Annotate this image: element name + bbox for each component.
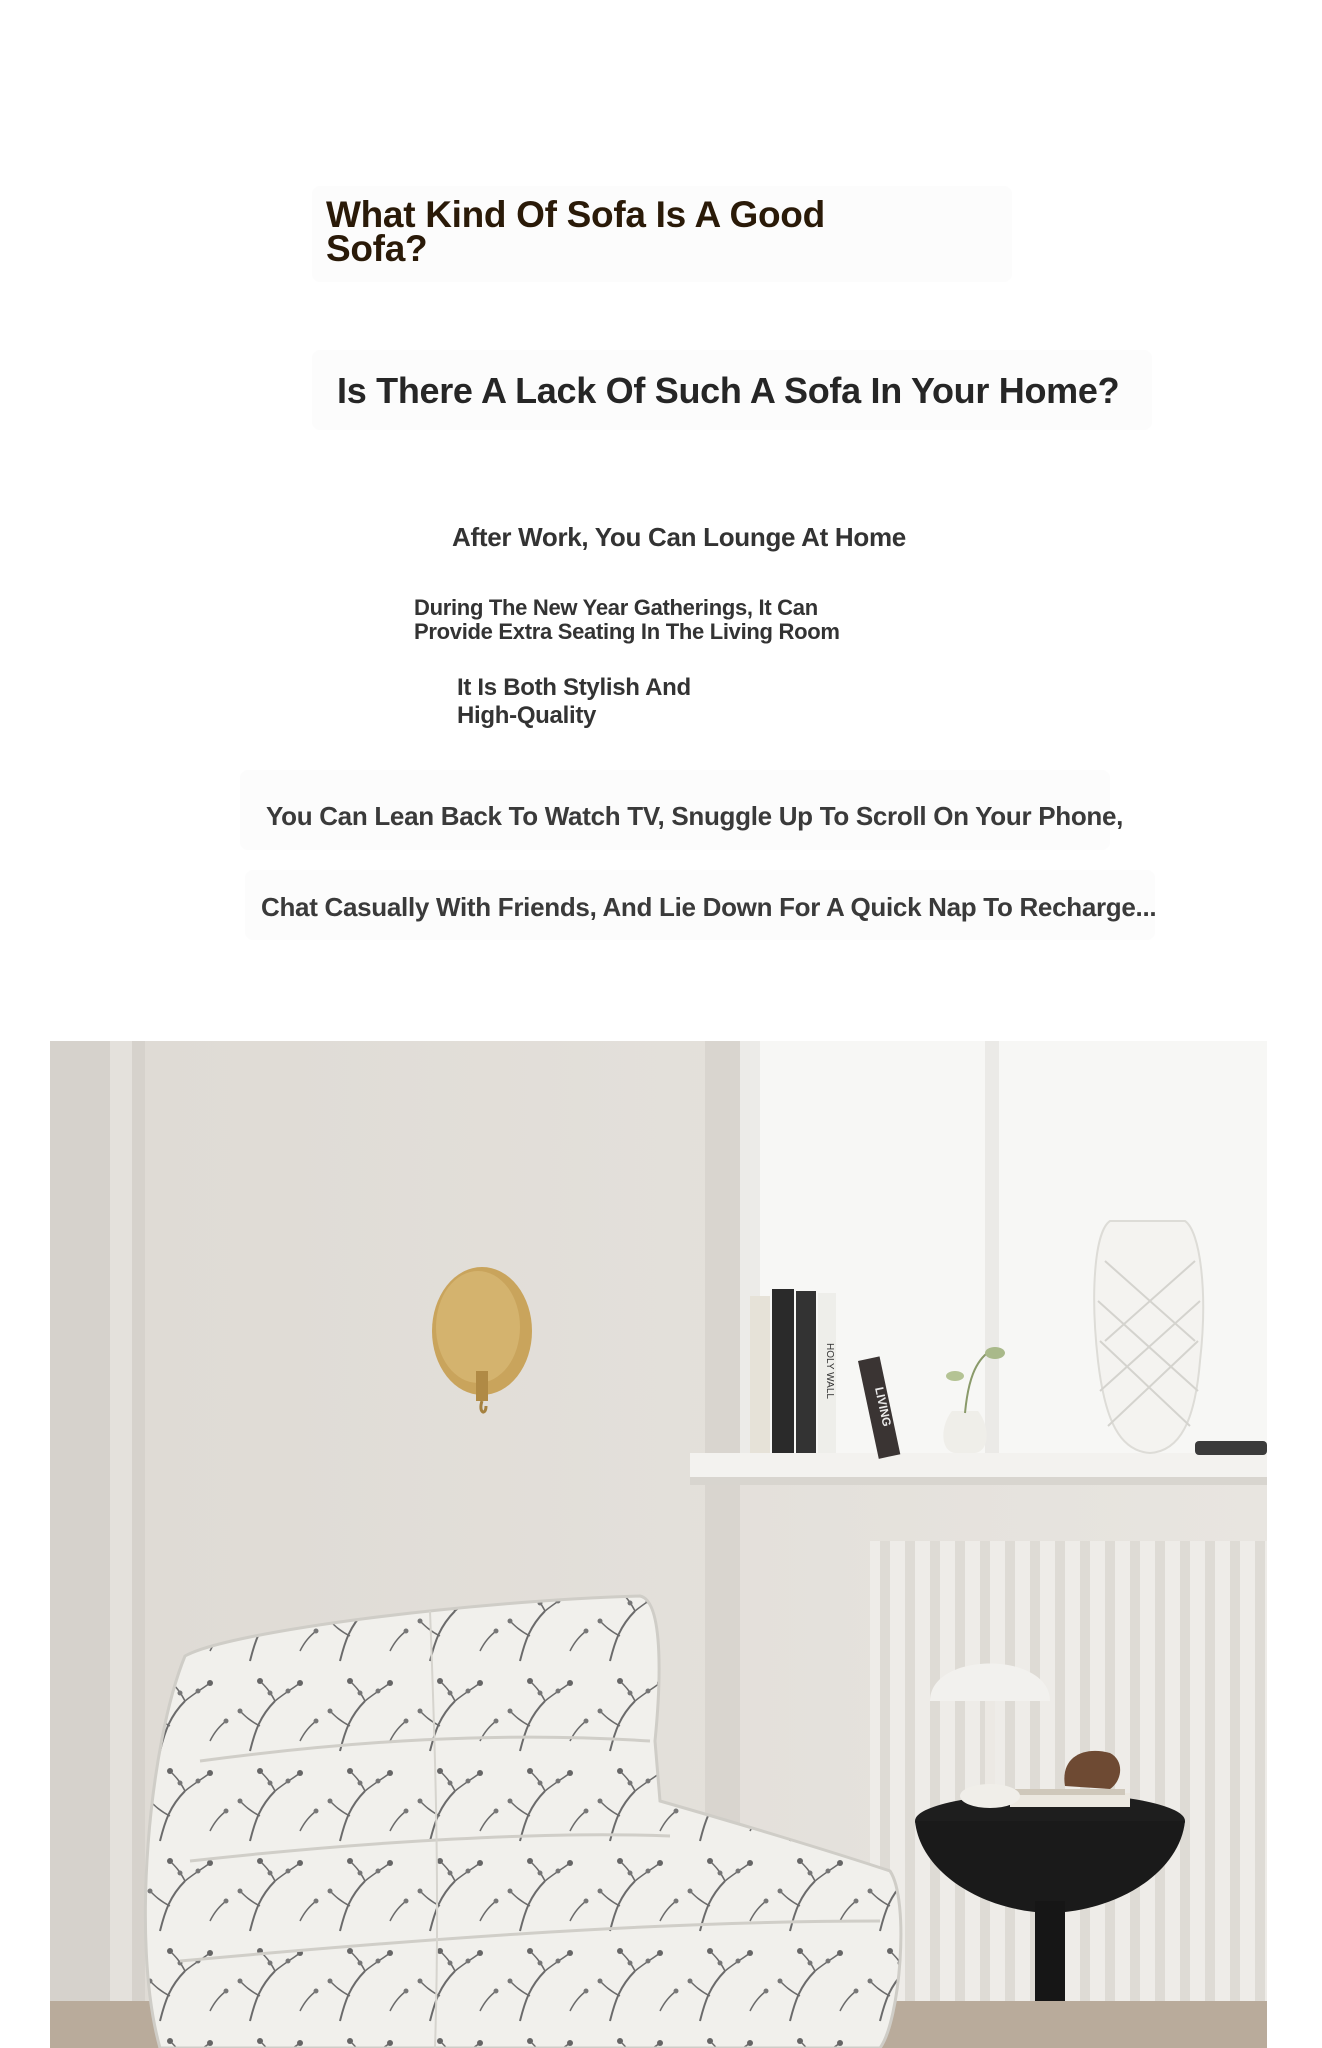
description-text: Chat Casually With Friends, And Lie Down For A Quick Nap To Recharge... [261,892,1157,922]
page-title: What Kind Of Sofa Is A Good Sofa? [326,194,825,269]
book-spine-label: LIVING [872,1385,895,1428]
lattice-vase [1094,1221,1203,1453]
benefit-text: It Is Both Stylish And High-Quality [457,674,691,729]
book-spine-label: HOLY WALL [824,1343,835,1399]
window-sill [690,1453,1267,1479]
benefit-text: During The New Year Gatherings, It Can Provide Extra Seating In The Living Room [414,595,840,644]
description-text: You Can Lean Back To Watch TV, Snuggle Up To Scroll On Your Phone, [266,801,1124,831]
benefit-text: After Work, You Can Lounge At Home [452,522,906,552]
living-room-scene [50,1041,1267,2048]
page-subtitle: Is There A Lack Of Such A Sofa In Your Home? [337,370,1120,411]
product-photo [50,1041,1267,2048]
